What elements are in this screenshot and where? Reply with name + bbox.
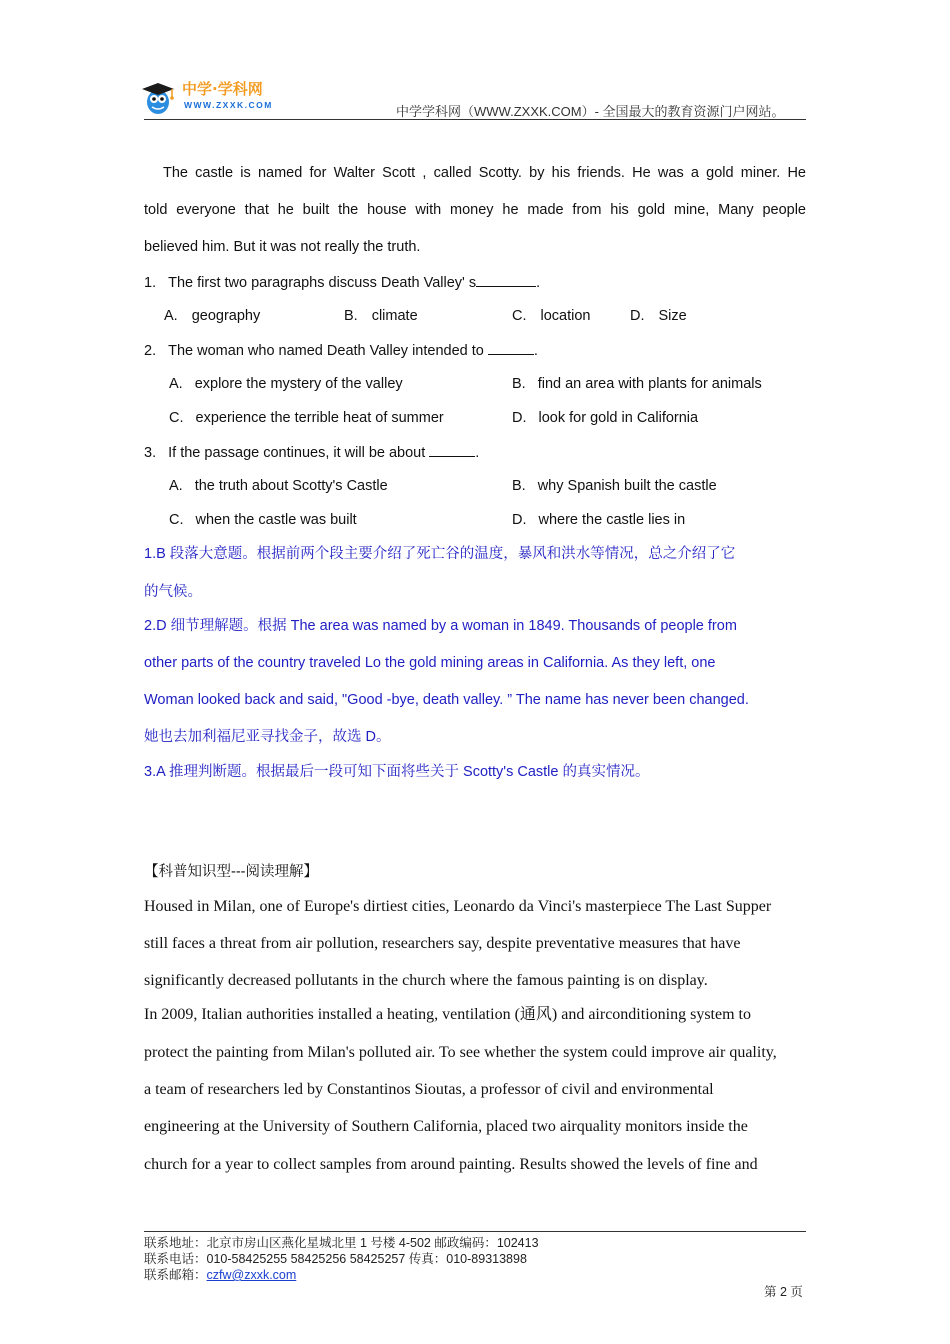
question-stem: The woman who named Death Valley intended to [168, 343, 484, 359]
option-2c: C. experience the terrible heat of summer [169, 410, 444, 426]
option-2b: B. find an area with plants for animals [512, 376, 762, 392]
question-stem: If the passage continues, it will be about [168, 445, 426, 461]
footer-email-row [144, 1267, 296, 1283]
question-end: . [536, 275, 541, 291]
question-2 [144, 340, 538, 361]
header-divider [144, 119, 806, 120]
article-line-3: significantly decreased pollutants in the church where the famous painting is on display. [144, 972, 708, 989]
question-stem: The first two paragraphs discuss Death Valley' s [168, 275, 477, 291]
option-1a: A. geography [164, 308, 261, 324]
passage-line-3: believed him. But it was not really the truth. [144, 239, 421, 255]
passage-line-1: The castle is named for Walter Scott , called Scotty. by his friends. He was a gold miner. He [163, 165, 806, 181]
article-line-2: still faces a threat from air pollution, researchers say, despite preventative measures that have [144, 935, 741, 952]
footer-phone: 联系电话：010-58425255 58425256 58425257 传真：010-89313898 [144, 1252, 527, 1266]
answer-blank [476, 272, 536, 287]
option-1c: C. location [512, 308, 591, 324]
logo-url-text: WWW.ZXXK.COM [184, 100, 273, 110]
article-line-6: a team of researchers led by Constantinos Sioutas, a professor of civil and environmental [144, 1081, 714, 1098]
option-2a: A. explore the mystery of the valley [169, 376, 403, 392]
question-number: 1. [144, 275, 157, 291]
option-3c: C. when the castle was built [169, 512, 357, 528]
article-line-7: engineering at the University of Southern California, placed two airquality monitors inside the [144, 1118, 748, 1135]
answer-2-line-4: 她也去加利福尼亚寻找金子，故选 D。 [144, 729, 391, 745]
answer-blank [429, 442, 475, 457]
question-number: 3. [144, 445, 157, 461]
passage-line-2: told everyone that he built the house with money he made from his gold mine, Many people [144, 202, 806, 218]
question-1 [144, 272, 540, 293]
question-end: . [533, 343, 538, 359]
answer-1-line-2: 的气候。 [144, 584, 202, 600]
question-number: 2. [144, 343, 157, 359]
footer-address: 联系地址：北京市房山区燕化星城北里 1 号楼 4-502 邮政编码：102413 [144, 1236, 539, 1250]
answer-1-line-1: 1.B 段落大意题。根据前两个段主要介绍了死亡谷的温度，暴风和洪水等情况，总之介绍了它 [144, 546, 736, 562]
answer-blank [488, 340, 534, 355]
option-3a: A. the truth about Scotty's Castle [169, 478, 388, 494]
article-line-4: In 2009, Italian authorities installed a heating, ventilation (通风) and airconditioning system to [144, 1006, 751, 1023]
option-3b: B. why Spanish built the castle [512, 478, 717, 494]
footer-email-link[interactable]: czfw@zxxk.com [206, 1268, 297, 1282]
answer-2-line-2: other parts of the country traveled Lo the gold mining areas in California. As they left, one [144, 655, 716, 671]
option-1d: D. Size [630, 308, 687, 324]
question-end: . [475, 445, 480, 461]
question-3 [144, 442, 479, 463]
option-1b: B. climate [344, 308, 418, 324]
answer-2-line-1: 2.D 细节理解题。根据 The area was named by a woman in 1849. Thousands of people from [144, 618, 737, 634]
answer-3-line-1: 3.A 推理判断题。根据最后一段可知下面将些关于 Scotty's Castle 的真实情况。 [144, 764, 650, 780]
site-tagline: 中学学科网（WWW.ZXXK.COM）- 全国最大的教育资源门户网站。 [396, 104, 785, 119]
page-number: 第 2 页 [764, 1285, 803, 1299]
option-2d: D. look for gold in California [512, 410, 699, 426]
article-line-8: church for a year to collect samples from around painting. Results showed the levels of fine and [144, 1156, 758, 1173]
article-line-5: protect the painting from Milan's polluted air. To see whether the system could improve air quality, [144, 1044, 777, 1061]
footer-email-label: 联系邮箱： [144, 1268, 207, 1282]
footer-divider [144, 1231, 806, 1232]
section-heading: 【科普知识型---阅读理解】 [144, 864, 318, 880]
article-line-1: Housed in Milan, one of Europe's dirtiest cities, Leonardo da Vinci's masterpiece The Last Supper [144, 898, 772, 915]
option-3d: D. where the castle lies in [512, 512, 686, 528]
answer-2-line-3: Woman looked back and said, "Good -bye, death valley. ” The name has never been changed. [144, 692, 749, 708]
logo-chinese-text: 中学·学科网 [182, 80, 263, 98]
site-logo [138, 76, 288, 120]
